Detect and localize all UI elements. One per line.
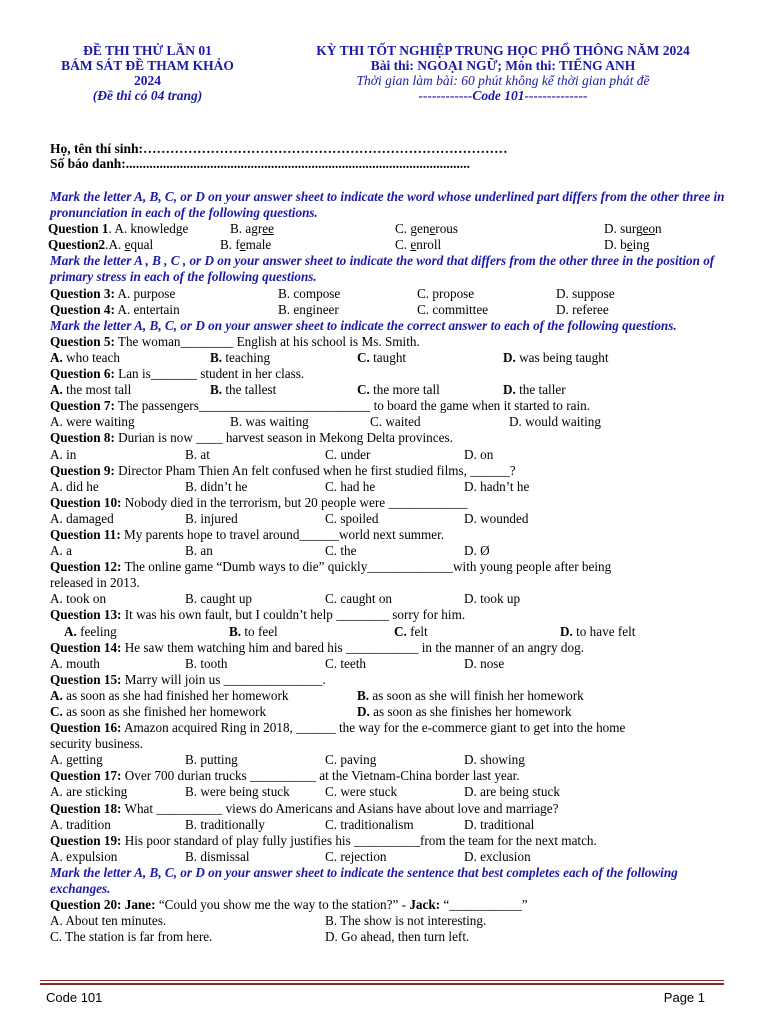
option-d: D. traditional (464, 816, 535, 832)
question-text: Over 700 durian trucks __________ at the Vietnam-China border last year. (124, 768, 520, 784)
option-a: as soon as she had finished her homework (66, 687, 289, 703)
option-d: D. are being stuck (464, 784, 560, 800)
option-c: C. were stuck (325, 784, 398, 800)
question-15-options-ab (50, 688, 740, 704)
option-d: as soon as she finishes her homework (373, 704, 572, 719)
exam-time: Thời gian làm bài: 60 phút không kể thời gian phát đề (356, 73, 650, 88)
option-d-prefix: D. surg (604, 221, 643, 237)
question-label: Question 7: (50, 398, 115, 414)
option-d: D. Go ahead, then turn left. (325, 929, 470, 945)
question-14-options (50, 656, 740, 672)
footer-divider-thick (40, 983, 724, 985)
option-d: D. showing (464, 752, 525, 768)
question-20-options-cd (50, 929, 740, 945)
option-b: B. The show is not interesting. (325, 913, 487, 929)
question-text: His poor standard of play fully justifies his __________from the team for the next match. (124, 832, 597, 848)
question-label: Question 16: (50, 720, 122, 736)
option-c-underlined: e (410, 237, 417, 253)
question-label: Question 11: (50, 526, 121, 542)
question-text: My parents hope to travel around______world next summer. (124, 526, 445, 542)
question-7 (50, 398, 740, 414)
question-10-options (50, 511, 740, 527)
exam-reference-title: BÁM SÁT ĐỀ THAM KHẢO (61, 58, 234, 73)
question-7-options (50, 414, 740, 430)
option-a: A. getting (50, 752, 103, 768)
option-d: D. nose (464, 655, 505, 671)
exam-header-right (268, 43, 738, 103)
option-a: A. mouth (50, 655, 100, 671)
answer-blank: “___________” (443, 897, 528, 913)
question-16 (50, 720, 740, 736)
candidate-id-line: Số báo danh:...................................................................................................... (50, 156, 471, 171)
question-label: Question 9: (50, 462, 115, 478)
option-a: A. in (50, 446, 77, 462)
exam-subject: Bài thi: NGOẠI NGỮ; Môn thi: TIẾNG ANH (370, 58, 636, 73)
option-a: the most tall (66, 382, 132, 398)
option-a: A. a (50, 543, 72, 559)
option-letter: D. (357, 704, 370, 719)
question-text: “Could you show me the way to the station?” - (158, 897, 407, 913)
option-letter: B. (210, 382, 223, 398)
question-text: He saw them watching him and bared his ___________ in the manner of an angry dog. (124, 639, 584, 655)
option-a: A. entertain (117, 301, 180, 317)
option-b: B. traditionally (185, 816, 265, 832)
option-c: felt (410, 623, 428, 639)
question-6 (50, 366, 740, 382)
question-text: Nobody died in the terrorism, but 20 people were ____________ (124, 494, 468, 510)
question-label: Question 8: (50, 430, 115, 446)
question-1 (48, 221, 740, 237)
option-letter: C. (394, 623, 407, 639)
option-a: A. expulsion (50, 848, 118, 864)
option-c-underlined: e (429, 221, 436, 237)
question-14 (50, 640, 740, 656)
option-d: D. referee (556, 301, 609, 317)
option-letter: A. (50, 687, 63, 703)
option-b-underlined: ee (262, 221, 274, 237)
option-c: C. paving (325, 752, 377, 768)
question-11 (50, 527, 740, 543)
option-b: B. didn’t he (185, 478, 248, 494)
footer-code: Code 101 (46, 990, 103, 1005)
question-12 (50, 559, 740, 575)
question-8-options (50, 447, 740, 463)
option-letter: B. (229, 623, 242, 639)
option-letter: A. (50, 382, 63, 398)
option-letter: B. (357, 687, 370, 703)
option-a: A. took on (50, 591, 107, 607)
question-20 (50, 897, 740, 913)
instruction-stress: Mark the letter A , B , C , or D on your answer sheet to indicate the word that differs from the other three in the position of primary stress in each of the following questions. (50, 253, 715, 285)
option-d-suffix: n (655, 221, 662, 237)
question-10 (50, 495, 740, 511)
option-c: taught (373, 349, 407, 365)
instruction-pronunciation: Mark the letter A, B, C, or D on your answer sheet to indicate the word whose underlined part differs from the other three in pronunciation in each of the following questions. (50, 189, 725, 221)
question-16-options (50, 752, 740, 768)
option-c: C. teeth (325, 655, 367, 671)
question-text: Durian is now ____ harvest season in Mekong Delta provinces. (118, 430, 453, 446)
question-19 (50, 833, 740, 849)
question-12-continued: released in 2013. (50, 575, 140, 591)
option-a: A. damaged (50, 510, 114, 526)
question-label: Question 10: (50, 494, 122, 510)
option-a: . A. knowledge (108, 221, 189, 237)
option-c: the more tall (373, 382, 440, 398)
option-c-suffix: nroll (416, 237, 442, 253)
question-label: Question 15: (50, 671, 122, 687)
option-b: B. injured (185, 510, 238, 526)
option-letter: B. (210, 349, 223, 365)
option-a: who teach (66, 349, 120, 365)
option-d-underlined: eo (642, 221, 656, 237)
option-b: teaching (225, 349, 271, 365)
option-d: to have felt (576, 623, 636, 639)
question-18-options (50, 817, 740, 833)
option-b: to feel (244, 623, 278, 639)
option-b-underlined: e (239, 237, 246, 253)
question-label: Question 19: (50, 832, 122, 848)
option-b: B. dismissal (185, 848, 250, 864)
option-c: as soon as she finished her homework (66, 704, 267, 719)
option-letter: D. (503, 382, 516, 398)
question-text: Marry will join us _______________. (124, 671, 326, 687)
exam-attempt-title: ĐỀ THI THỬ LẦN 01 (83, 43, 212, 58)
instruction-correct-answer: Mark the letter A, B, C, or D on your answer sheet to indicate the correct answer to each of the following questions. (50, 317, 677, 333)
option-d: D. wounded (464, 510, 529, 526)
option-d: D. took up (464, 591, 521, 607)
question-text: The passengers__________________________ to board the game when it started to rain. (117, 398, 590, 414)
option-a-prefix: .A. (105, 237, 125, 253)
option-b: B. at (185, 446, 210, 462)
option-b: B. were being stuck (185, 784, 290, 800)
option-d: D. hadn’t he (464, 478, 530, 494)
question-2 (48, 237, 740, 253)
question-15 (50, 672, 740, 688)
question-label: Question 5: (50, 333, 115, 349)
option-d: D. Ø (464, 543, 490, 559)
question-15-options-cd (50, 704, 740, 720)
option-d: D. on (464, 446, 494, 462)
option-c: C. had he (325, 478, 376, 494)
option-letter: C. (357, 349, 370, 365)
question-11-options (50, 543, 740, 559)
exam-code: ------------Code 101-------------- (418, 88, 588, 103)
question-20-options-ab (50, 913, 740, 929)
option-d: the taller (519, 382, 566, 398)
question-3 (50, 286, 740, 302)
question-text: The woman________ English at his school is Ms. Smith. (117, 333, 420, 349)
option-b: B. compose (278, 285, 341, 301)
question-12-options (50, 591, 740, 607)
option-a-underlined: e (124, 237, 131, 253)
option-a: A. tradition (50, 816, 111, 832)
option-letter: D. (503, 349, 516, 365)
exam-official-title: KỲ THI TỐT NGHIỆP TRUNG HỌC PHỔ THÔNG NĂM 2024 (316, 43, 690, 58)
option-c-suffix: rous (435, 221, 459, 237)
candidate-name-line: Họ, tên thí sinh:……………………………………………………………………… (50, 141, 508, 156)
option-b: as soon as she will finish her homework (372, 687, 584, 703)
instruction-exchanges: Mark the letter A, B, C, or D on your answer sheet to indicate the sentence that best completes each of the following exchanges. (50, 864, 678, 897)
exam-content (50, 189, 740, 945)
option-b: B. putting (185, 752, 238, 768)
exam-page-count: (Đề thi có 04 trang) (92, 88, 203, 103)
option-letter: C. (50, 704, 63, 719)
question-16-continued: security business. (50, 736, 144, 752)
option-c: C. the (325, 543, 357, 559)
option-letter: A. (64, 623, 77, 639)
option-c-prefix: C. gen (395, 221, 430, 237)
question-5-options (50, 350, 740, 366)
option-d: D. would waiting (509, 414, 601, 430)
option-c: C. traditionalism (325, 816, 414, 832)
question-label: Question 17: (50, 768, 122, 784)
question-13 (50, 607, 740, 623)
exam-year: 2024 (134, 73, 161, 88)
option-b: B. tooth (185, 655, 228, 671)
question-18 (50, 801, 740, 817)
question-17-options (50, 784, 740, 800)
option-c: C. caught on (325, 591, 393, 607)
option-c: C. The station is far from here. (50, 929, 213, 945)
candidate-info (50, 141, 740, 171)
question-text: Amazon acquired Ring in 2018, ______ the way for the e-commerce giant to get into the home (124, 720, 626, 736)
question-label: Question 4: (50, 301, 115, 317)
option-b-prefix: B. agr (230, 221, 263, 237)
option-c: C. rejection (325, 848, 387, 864)
question-4 (50, 302, 740, 318)
option-b: B. was waiting (230, 414, 309, 430)
question-9 (50, 463, 740, 479)
question-text: What __________ views do Americans and Asians have about love and marriage? (124, 800, 559, 816)
option-a: A. About ten minutes. (50, 913, 167, 929)
question-6-options (50, 382, 740, 398)
option-d-underlined: e (626, 237, 633, 253)
option-c: C. under (325, 446, 371, 462)
option-d: was being taught (519, 349, 609, 365)
speaker-2: Jack: (409, 897, 441, 913)
option-b: B. an (185, 543, 213, 559)
question-label: Question 1 (48, 221, 109, 237)
option-c: C. spoiled (325, 510, 379, 526)
question-label: Question 3: (50, 285, 115, 301)
option-a: A. purpose (117, 285, 176, 301)
question-label: Question 6: (50, 366, 115, 382)
option-d: D. exclusion (464, 848, 531, 864)
question-label: Question 14: (50, 639, 122, 655)
question-label: Question2 (48, 237, 106, 253)
footer-page-number: Page 1 (663, 990, 705, 1005)
option-b-suffix: male (245, 237, 272, 253)
question-9-options (50, 479, 740, 495)
option-c: C. committee (417, 301, 489, 317)
question-text: Lan is_______ student in her class. (118, 366, 305, 382)
question-5 (50, 334, 740, 350)
option-b: the tallest (225, 382, 277, 398)
option-b: B. engineer (278, 301, 339, 317)
question-text: Director Pham Thien An felt confused when he first studied films, ______? (118, 462, 516, 478)
option-b-prefix: B. f (220, 237, 240, 253)
option-d-prefix: D. b (604, 237, 627, 253)
option-d-suffix: ing (632, 237, 650, 253)
speaker-1: Jane: (124, 897, 156, 913)
option-a: A. did he (50, 478, 99, 494)
question-text: The online game “Dumb ways to die” quickly_____________with young people after being (124, 559, 612, 575)
option-letter: D. (560, 623, 573, 639)
question-13-options (50, 624, 740, 640)
option-a: A. were waiting (50, 414, 135, 430)
question-label: Question 12: (50, 559, 122, 575)
option-a: A. are sticking (50, 784, 128, 800)
footer-divider (40, 980, 724, 981)
option-d: D. suppose (556, 285, 615, 301)
option-c: C. propose (417, 285, 475, 301)
question-8 (50, 430, 740, 446)
question-19-options (50, 849, 740, 865)
option-c: C. waited (370, 414, 421, 430)
option-b: B. caught up (185, 591, 253, 607)
option-letter: C. (357, 382, 370, 398)
option-a-suffix: qual (130, 237, 154, 253)
question-text: It was his own fault, but I couldn’t help ________ sorry for him. (124, 607, 466, 623)
question-label: Question 13: (50, 607, 122, 623)
exam-header-left (40, 43, 255, 103)
option-c-prefix: C. (395, 237, 411, 253)
option-a: feeling (80, 623, 117, 639)
question-17 (50, 768, 740, 784)
question-label: Question 20: (50, 897, 122, 913)
question-label: Question 18: (50, 800, 122, 816)
option-letter: A. (50, 349, 63, 365)
